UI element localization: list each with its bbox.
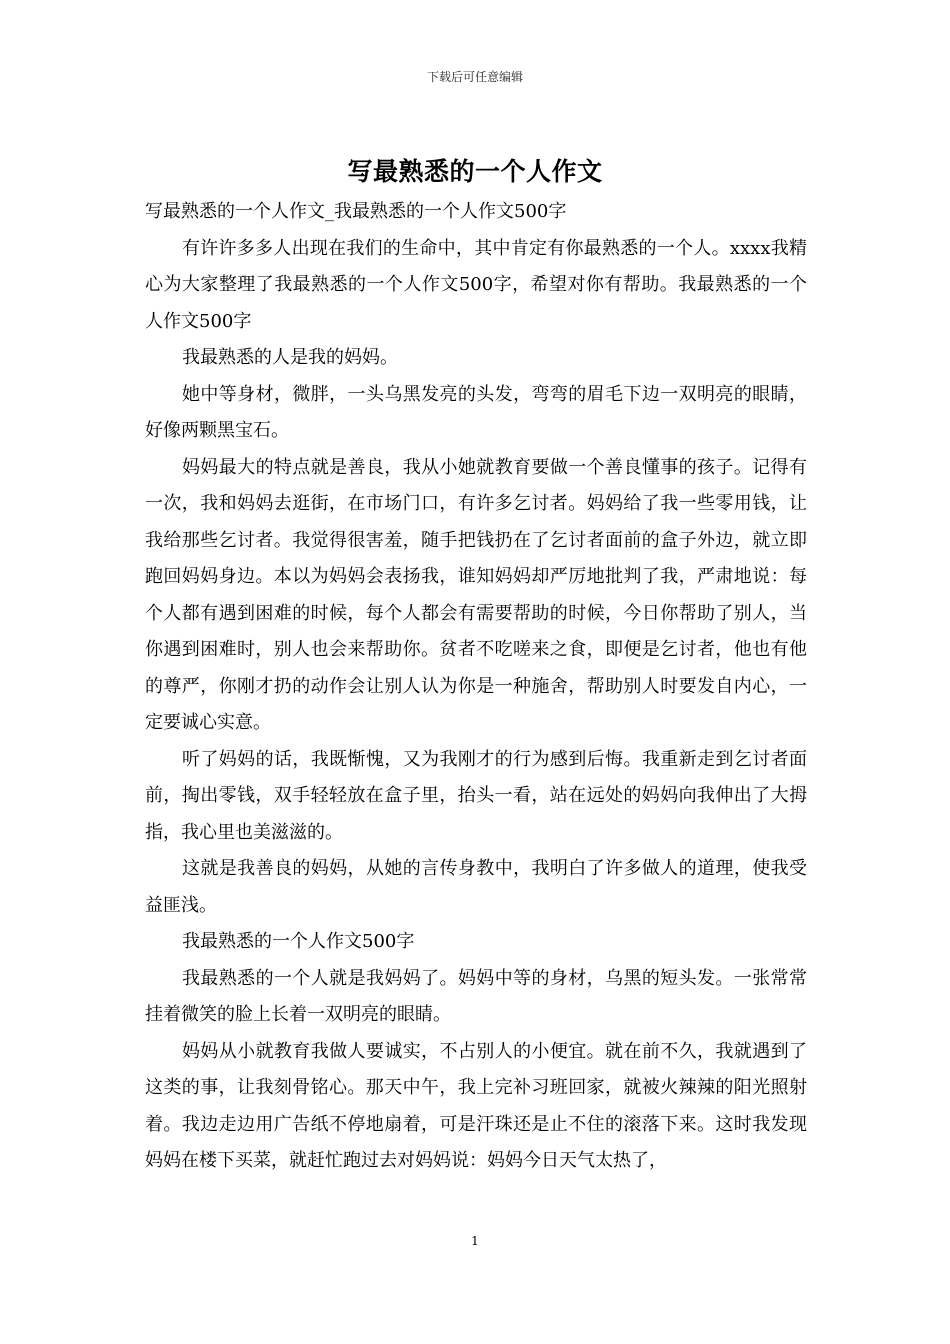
paragraph: 我最熟悉的一个人就是我妈妈了。妈妈中等的身材，乌黑的短头发。一张常常挂着微笑的脸上长着一双明亮的眼睛。 [145,967,807,1025]
page-number: 1 [471,1234,479,1248]
document-title: 写最熟悉的一个人作文 [347,157,603,186]
page-header-note: 下载后可任意编辑 [426,70,523,84]
paragraph: 妈妈从小就教育我做人要诚实，不占别人的小便宜。就在前不久，我就遇到了这类的事，让我刻骨铭心。那天中午，我上完补习班回家，就被火辣辣的阳光照射着。我边走边用广告纸不停地扇着，可是汗珠还是止不住的滚落下来。这时我发现妈妈在楼下买菜，就赶忙跑过去对妈妈说：妈妈今日天气太热了， [145,1040,807,1171]
document-subtitle: 写最熟悉的一个人作文_我最熟悉的一个人作文500字 [145,201,567,222]
paragraph: 我最熟悉的人是我的妈妈。 [182,347,398,368]
section-heading: 我最熟悉的一个人作文500字 [182,931,415,952]
paragraph: 她中等身材，微胖，一头乌黑发亮的头发，弯弯的眉毛下边一双明亮的眼睛，好像两颗黑宝石。 [145,383,807,441]
document-body [145,194,807,1180]
paragraph: 妈妈最大的特点就是善良，我从小她就教育要做一个善良懂事的孩子。记得有一次，我和妈妈去逛街，在市场门口，有许多乞讨者。妈妈给了我一些零用钱，让我给那些乞讨者。我觉得很害羞，随手把钱扔在了乞讨者面前的盒子外边，就立即跑回妈妈身边。本以为妈妈会表扬我，谁知妈妈却严厉地批判了我，严肃地说：每个人都有遇到困难的时候，每个人都会有需要帮助的时候，今日你帮助了别人，当你遇到困难时，别人也会来帮助你。贫者不吃嗟来之食，即便是乞讨者，他也有他的尊严，你刚才扔的动作会让别人认为你是一种施舍，帮助别人时要发自内心，一定要诚心实意。 [145,456,807,733]
paragraph: 有许许多多人出现在我们的生命中，其中肯定有你最熟悉的一个人。xxxx我精心为大家整理了我最熟悉的一个人作文500字，希望对你有帮助。我最熟悉的一个人作文500字 [145,237,807,332]
paragraph: 这就是我善良的妈妈，从她的言传身教中，我明白了许多做人的道理，使我受益匪浅。 [145,858,807,916]
paragraph: 听了妈妈的话，我既惭愧，又为我刚才的行为感到后悔。我重新走到乞讨者面前，掏出零钱，双手轻轻放在盒子里，抬头一看，站在远处的妈妈向我伸出了大拇指，我心里也美滋滋的。 [145,748,807,843]
